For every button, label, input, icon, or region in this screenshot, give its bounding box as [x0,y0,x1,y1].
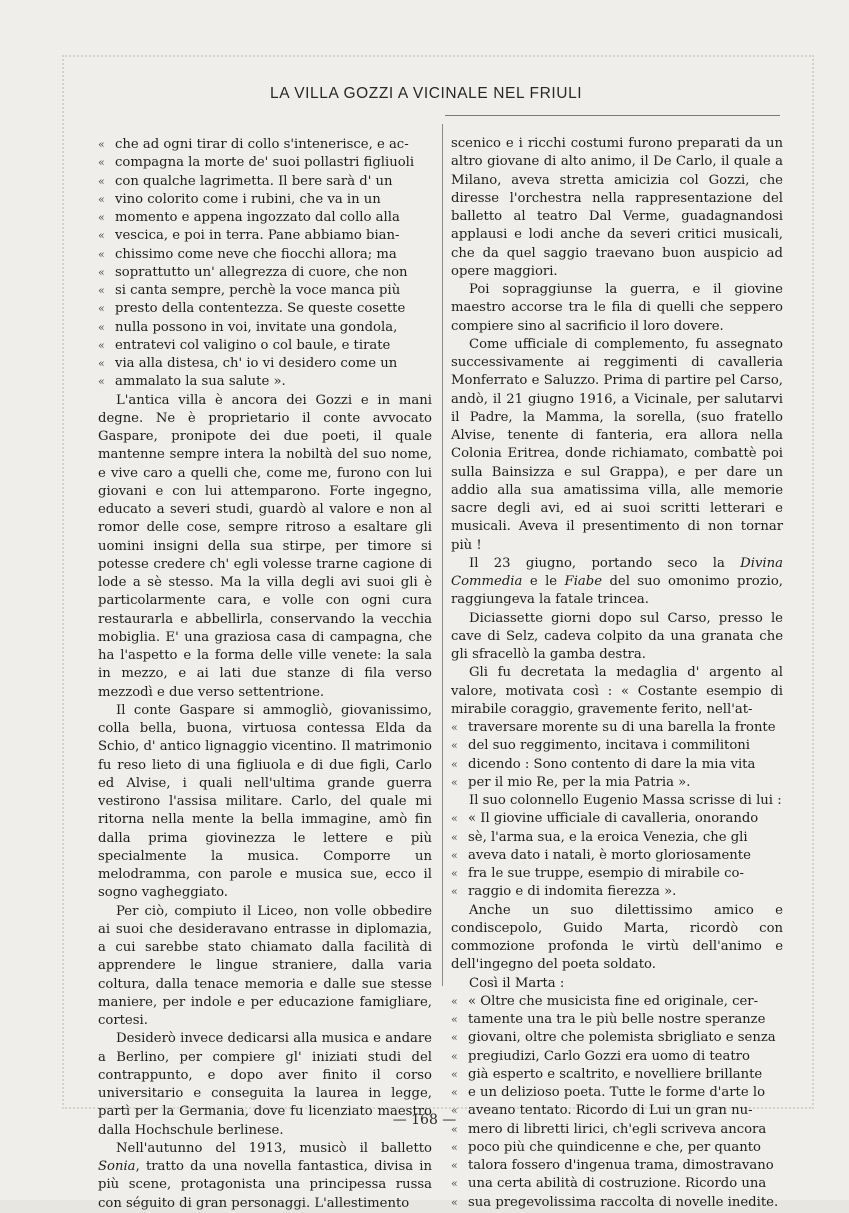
paragraph: Così il Marta : [469,975,565,991]
quote-line: « dicendo : Sono contento di dare la mia vita [451,756,783,774]
quoted-passage [451,810,783,901]
quote-line: « del suo reggimento, incitava i commilitoni [451,737,783,755]
quote-line: « vescica, e poi in terra. Pane abbiamo bian- [98,227,432,245]
quote-line: « fra le sue truppe, esempio di mirabile co- [451,865,783,883]
quote-line: « giovani, oltre che polemista sbrigliato e senza [451,1029,783,1047]
quote-line: « una certa abilità di costruzione. Ricordo una [451,1175,783,1193]
quoted-passage [451,993,783,1212]
left-column [98,136,432,1213]
quote-line: « già esperto e scaltrito, e novelliere brillante [451,1066,783,1084]
quote-line: « nulla possono in voi, invitate una gondola, [98,319,432,337]
quote-line: « che ad ogni tirar di collo s'intenerisce, e ac- [98,136,432,154]
quote-line: « con qualche lagrimetta. Il bere sarà d' un [98,173,432,191]
right-column [451,135,783,1212]
italic-title: Sonia [98,1159,136,1174]
column-divider [442,124,443,986]
quote-line: « tamente una tra le più belle nostre speranze [451,1011,783,1029]
quote-line: « via alla distesa, ch' io vi desidero come un [98,355,432,373]
quoted-passage [451,719,783,792]
quote-line: « si canta sempre, perchè la voce manca più [98,282,432,300]
paragraph: Per ciò, compiuto il Liceo, non volle obbedire ai suoi che desideravano entrasse in diplomazia, a cui sarebbe stato chiamato dalla facilità di apprendere le lingue straniere, dalla varia coltura, dalla tenace memoria e dalle sue stesse maniere, per indole e per educazione famigliare, cortesi. [98,903,432,1028]
paragraph [451,555,783,610]
paragraph: Diciassette giorni dopo sul Carso, presso le cave di Selz, cadeva colpito da una granata che gli sfracellò la gamba destra. [451,610,783,662]
quote-line: « mero di libretti lirici, ch'egli scriveva ancora [451,1121,783,1139]
quote-line: « aveva dato i natali, è morto gloriosamente [451,847,783,865]
quote-line: « e un delizioso poeta. Tutte le forme d'arte lo [451,1084,783,1102]
paragraph: Come ufficiale di complemento, fu assegnato successivamente ai reggimenti di cavalleria Monferrato e Saluzzo. Prima di partire pel Carso, andò, il 21 giugno 1916, a Vicinale, per salutarvi il Padre, la Mamma, la sorella, (suo fratello Alvise, tenente di fanteria, era allora nella Colonia Eritrea, donde richiamato, combattè poi sulla Bainsizza e sul Grappa), e per dare un addio alla sua amatissima villa, alle memorie sacre degli avi, ed ai suoi scritti letterari e musicali. Aveva il presentimento di non tornar più ! [451,336,783,553]
quote-line: « chissimo come neve che fiocchi allora; ma [98,246,432,264]
quote-line: « traversare morente su di una barella la fronte [451,719,783,737]
paragraph: Gli fu decretata la medaglia d' argento al valore, motivata così : « Costante esempio di mirabile coraggio, gravemente ferito, nell'at- [451,665,783,717]
paragraph: Il conte Gaspare si ammogliò, giovanissimo, colla bella, buona, virtuosa contessa Elda da Schio, d' antico lignaggio vicentino. Il matrimonio fu reso lieto di una figliuola e di due figli, Carlo ed Alvise, i quali nell'ultima grande guerra vestirono l'assisa militare. Carlo, del quale mi ritorna nella mente la bella immagine, amò fin dalla prima giovinezza le lettere e più specialmente la musica. Comporre un melodramma, con parole e musica sue, ecco il sogno vagheggiato. [98,702,432,901]
running-header: LA VILLA GOZZI A VICINALE NEL FRIULI [270,85,583,102]
quote-line: « per il mio Re, per la mia Patria ». [451,774,783,792]
quoted-passage [98,136,432,392]
paragraph [98,1140,432,1213]
quote-line: « presto della contentezza. Se queste cosette [98,300,432,318]
italic-title: Divina Commedia [451,555,783,589]
quote-line: « compagna la morte de' suoi pollastri figliuoli [98,154,432,172]
paragraph: L'antica villa è ancora dei Gozzi e in mani degne. Ne è proprietario il conte avvocato Gaspare, pronipote dei due poeti, il quale mantenne sempre intera la nobiltà del suo nome, e vive caro a quelli che, come me, furono con lui giovani e con lui attemparono. Forte ingegno, educato a severi studi, guardò al valore e non al romor delle cose, sempre ritroso a esaltare gli uomini insigni della sua stirpe, per timore si potesse credere ch' egli volesse trarne cagione di lode a sè stesso. Ma la villa degli avi suoi gli è particolarmente cara, e volle con ogni cura restaurarla e abbellirla, conservando la vecchia mobiglia. E' una graziosa casa di campagna, che ha l'aspetto e la forma delle ville venete: la sala in mezzo, e ai lati due stanze di fila verso mezzodì e due verso settentrione. [98,392,432,700]
quote-line: « sua pregevolissima raccolta di novelle inedite. [451,1194,783,1212]
quote-line: « entratevi col valigino o col baule, e tirate [98,337,432,355]
quote-line: « vino colorito come i rubini, che va in un [98,191,432,209]
quote-line: « raggio e di indomita fierezza ». [451,883,783,901]
header-rule [445,115,780,116]
quote-line: « soprattutto un' allegrezza di cuore, che non [98,264,432,282]
quote-line: « talora fossero d'ingenua trama, dimostravano [451,1157,783,1175]
quote-line: « ammalato la sua salute ». [98,373,432,391]
paragraph: Anche un suo dilettissimo amico e condiscepolo, Guido Marta, ricordò con commozione profonda le virtù dell'animo e dell'ingegno del poeta soldato. [451,902,783,973]
quote-line: « sè, l'arma sua, e la eroica Venezia, che gli [451,829,783,847]
quote-line: « poco più che quindicenne e che, per quanto [451,1139,783,1157]
page-number: — 168 — [392,1112,457,1128]
text-run: Il 23 giugno, portando seco la [469,555,741,571]
text-run: del suo omonimo prozio, raggiungeva la fatale trincea. [451,574,783,608]
quote-line: « aveano tentato. Ricordo di Lui un gran nu- [451,1102,783,1120]
quote-line: « momento e appena ingozzato dal collo alla [98,209,432,227]
paragraph: Poi sopraggiunse la guerra, e il giovine maestro accorse tra le fila di quelli che seppero compiere sino al sacrificio il loro dovere. [451,282,783,334]
quote-line: « « Il giovine ufficiale di cavalleria, onorando [451,810,783,828]
quote-line: « pregiudizi, Carlo Gozzi era uomo di teatro [451,1048,783,1066]
paragraph: Il suo colonnello Eugenio Massa scrisse di lui : [469,793,782,808]
text-run: Nell'autunno del 1913, musicò il balletto [116,1140,432,1156]
quote-line: « « Oltre che musicista fine ed originale, cer- [451,993,783,1011]
paragraph: Desiderò invece dedicarsi alla musica e andare a Berlino, per compiere gl' iniziati studi del contrappunto, e dopo aver finito il corso universitario e conseguita la laurea in legge, partì per la Germania, dove fu licenziato maestro dalla Hochschule berlinese. [98,1031,432,1138]
text-run: , tratto da una novella fantastica, divisa in più scene, protagonista una principessa russa con séguito di gran personaggi. L'allestimento [98,1159,432,1211]
text-run: e le [522,574,565,589]
paragraph: scenico e i ricchi costumi furono preparati da un altro giovane di alto animo, il De Carlo, il quale a Milano, aveva stretta amicizia col Gozzi, che diresse l'orchestra nella rappresentazione del balletto al teatro Dal Verme, guadagnandosi applausi e lodi anche da severi critici musicali, che da quel saggio traevano buon auspicio ad opere maggiori. [451,136,783,279]
italic-title: Fiabe [564,574,603,589]
